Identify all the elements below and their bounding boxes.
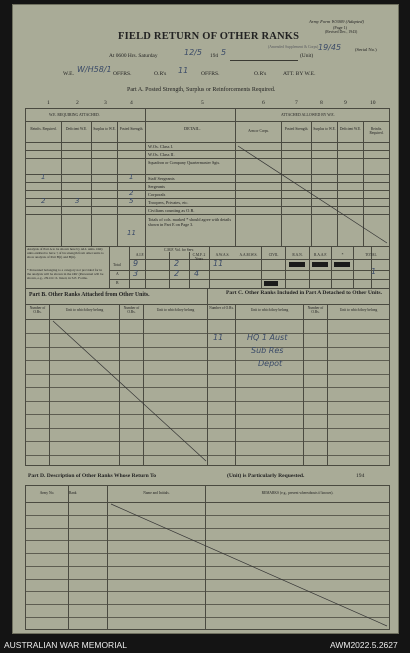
hw-part-c-unit-line-1: HQ 1 Aust: [247, 333, 288, 342]
part-c-header-number-1: Number of O.Rs.: [209, 306, 234, 310]
revision-note: (Revised Dec., 1943): [325, 30, 358, 34]
analysis-total: TOTAL: [365, 253, 377, 257]
part-b-header-unit-1: Unit to which they belong: [65, 308, 104, 312]
analysis-row-total: Total: [113, 263, 121, 267]
archive-footer: [0, 638, 410, 653]
part-c-header-unit-2: Unit to which they belong: [339, 308, 378, 312]
col-number-4: 4: [130, 100, 133, 106]
header-arm-corps: Arm or Corps.: [248, 129, 269, 133]
date-line-year: 194: [210, 53, 219, 59]
part-d-title: Part D. Description of Other Ranks Whose Return To: [28, 473, 156, 479]
col-number-5: 5: [201, 100, 204, 106]
serial-label: (Serial No.): [355, 47, 377, 52]
part-d-header-army-no: Army No.: [39, 491, 55, 495]
amendment-stamp: (Amended Supplement & Corps): [268, 45, 319, 49]
right-group-header: ATTACHED ALLOWED BY W.E.: [281, 113, 335, 117]
col-number-9: 9: [344, 100, 347, 106]
analysis-cmf-2yr: C.M.F. 2 Years: [192, 253, 206, 261]
col-number-1: 1: [47, 100, 50, 106]
col-number-10: 10: [370, 100, 376, 106]
handwritten-serial: 19/45: [318, 43, 342, 52]
row-civilians: Civilians counting as O.R.: [148, 208, 195, 213]
header-deficient-right: Deficient W.E.: [339, 127, 362, 131]
analysis-note-1: Analysis of Part A to be shown here by ALL units. Only units entitled to have † of bn strength from other units to show analysis of Part B(i) and B(ii).: [27, 247, 104, 259]
part-b-header-unit-2: Unit to which they belong: [156, 308, 195, 312]
row-corporals: Corporals: [148, 192, 166, 197]
footer-archive-name: AUSTRALIAN WAR MEMORIAL: [4, 640, 127, 650]
analysis-raaf: R.A.A.F.: [314, 253, 327, 257]
row-quartermaster-sgts: Squadron or Company Quartermaster Sgts.: [148, 160, 221, 165]
part-b-title: Part B. Other Ranks Attached from Other Units.: [29, 292, 150, 298]
army-form-number: Army Form W3009 (Adapted): [309, 19, 364, 24]
part-b-header-number-2: Number of O.Rs.: [123, 306, 140, 314]
att-ors-label: O.R's: [254, 71, 267, 77]
part-a-title: Part A. Posted Strength, Surplus or Reinforcements Required.: [127, 87, 276, 93]
hw-part-c-unit-line-2: Sub Res: [251, 346, 284, 355]
hw-troopers-deficient: 3: [75, 197, 80, 205]
hw-analysis-a-2yr: 4: [194, 269, 200, 278]
row-troopers: Troopers, Privates, etc.: [148, 200, 189, 205]
analysis-aif: A.I.F.: [135, 253, 145, 257]
form-sheet: [12, 4, 399, 634]
row-staff-sergeants: Staff Sergeants: [148, 176, 175, 181]
part-d-header-rank: Rank: [69, 491, 77, 495]
header-surplus-right: Surplus to W.E.: [313, 127, 336, 131]
row-wo-class-2: W.Os. Class II.: [148, 152, 175, 157]
footer-accession-number: AWM2022.5.2627: [330, 640, 398, 650]
form-title: FIELD RETURN OF OTHER RANKS: [118, 31, 300, 42]
hw-analysis-cmf-total: 2: [174, 259, 180, 268]
att-by-we-label: ATT. BY W.E.: [283, 71, 316, 77]
part-d-header-name: Name and Initials.: [143, 491, 170, 495]
row-wo-class-1: W.Os. Class I.: [148, 144, 174, 149]
header-reinfts-required: Reinfts. Required.: [30, 127, 57, 131]
hw-part-c-number: 11: [213, 333, 224, 342]
part-d-header-remarks: REMARKS (e.g., present whereabouts if known).: [261, 491, 334, 495]
left-group-header: W.E. REQUIRING ATTACHED.: [49, 113, 100, 117]
page-indicator: (Page 1): [333, 25, 348, 30]
col-number-2: 2: [76, 100, 79, 106]
hw-troopers-posted: 5: [129, 197, 134, 205]
analysis-awas: A.W.A.S.: [215, 253, 230, 257]
header-posted-strength-right: Posted Strength.: [284, 127, 309, 131]
part-d-title-end: 194: [356, 473, 365, 479]
col-number-3: 3: [104, 100, 107, 106]
part-b-header-number-1: Number of O.Rs.: [29, 306, 46, 314]
analysis-note-2: * Personnel belonging to a category not provided for in the analysis will be shown in the Oth' (Personnel will be shown, e.g., 2N.O.C.S. listed, in S.E. Forms.: [27, 268, 104, 280]
analysis-row-a: A: [116, 272, 119, 276]
cancellation-lines: [13, 5, 400, 635]
col-number-8: 8: [320, 100, 323, 106]
col-number-6: 6: [262, 100, 265, 106]
header-posted-strength: Posted Strength.: [119, 127, 144, 131]
hw-staff-sgt-reinfts: 1: [41, 173, 46, 181]
analysis-ran: R.A.N.: [292, 253, 303, 257]
hw-corporals-posted: 2: [129, 189, 134, 197]
part-c-header-unit-1: Unit to which they belong: [250, 308, 289, 312]
hw-troopers-reinfts: 2: [41, 197, 46, 205]
hw-analysis-total: 11: [213, 259, 224, 268]
we-offrs-label: OFFRS.: [113, 71, 132, 77]
analysis-cmf-vol: C.M.F. Vol. for Serv.: [164, 248, 194, 252]
handwritten-year: 5: [221, 48, 227, 57]
handwritten-we: W/H58/1: [77, 65, 112, 74]
analysis-aamws: A.A.M.W.S.: [239, 253, 258, 257]
part-d-title-mid: (Unit) is Particularly Requested.: [227, 473, 305, 479]
hw-analysis-a-total: 1: [371, 267, 377, 276]
we-ors-label: O.R's: [154, 71, 167, 77]
hw-analysis-a-cmf: 2: [174, 269, 180, 278]
row-sergeants: Sergeants: [148, 184, 165, 189]
hw-analysis-aif-total: 9: [133, 259, 139, 268]
analysis-other: *: [341, 253, 344, 257]
header-deficient-we: Deficient W.E.: [65, 127, 88, 131]
header-reinfts-right: Reinfts. Required.: [369, 127, 384, 135]
header-surplus-we: Surplus to W.E.: [93, 127, 116, 131]
detail-header: DETAIL.: [184, 126, 201, 131]
part-c-header-number-2: Number of O.Rs.: [307, 306, 324, 314]
hw-part-c-unit-line-3: Depot: [258, 359, 283, 368]
row-totals: Totals of cols. marked * should agree with details shown in Part E on Page 3.: [148, 217, 232, 228]
unit-label: (Unit): [300, 53, 314, 59]
col-number-7: 7: [295, 100, 298, 106]
date-line-prefix: At 0600 Hrs. Saturday: [109, 53, 158, 59]
part-c-title: Part C. Other Ranks Included in Part A Detached to Other Units.: [226, 290, 382, 296]
hw-staff-sgt-posted: 1: [129, 173, 134, 181]
handwritten-date: 12/5: [184, 48, 202, 57]
hw-analysis-a-aif: 3: [133, 269, 139, 278]
we-label: W.E.: [63, 71, 74, 77]
analysis-row-b: B: [116, 281, 119, 285]
analysis-civil: CIVIL: [268, 253, 279, 257]
handwritten-we-ors: 11: [178, 66, 189, 75]
hw-total-posted: 11: [127, 229, 136, 237]
att-offrs-label: OFFRS.: [201, 71, 220, 77]
